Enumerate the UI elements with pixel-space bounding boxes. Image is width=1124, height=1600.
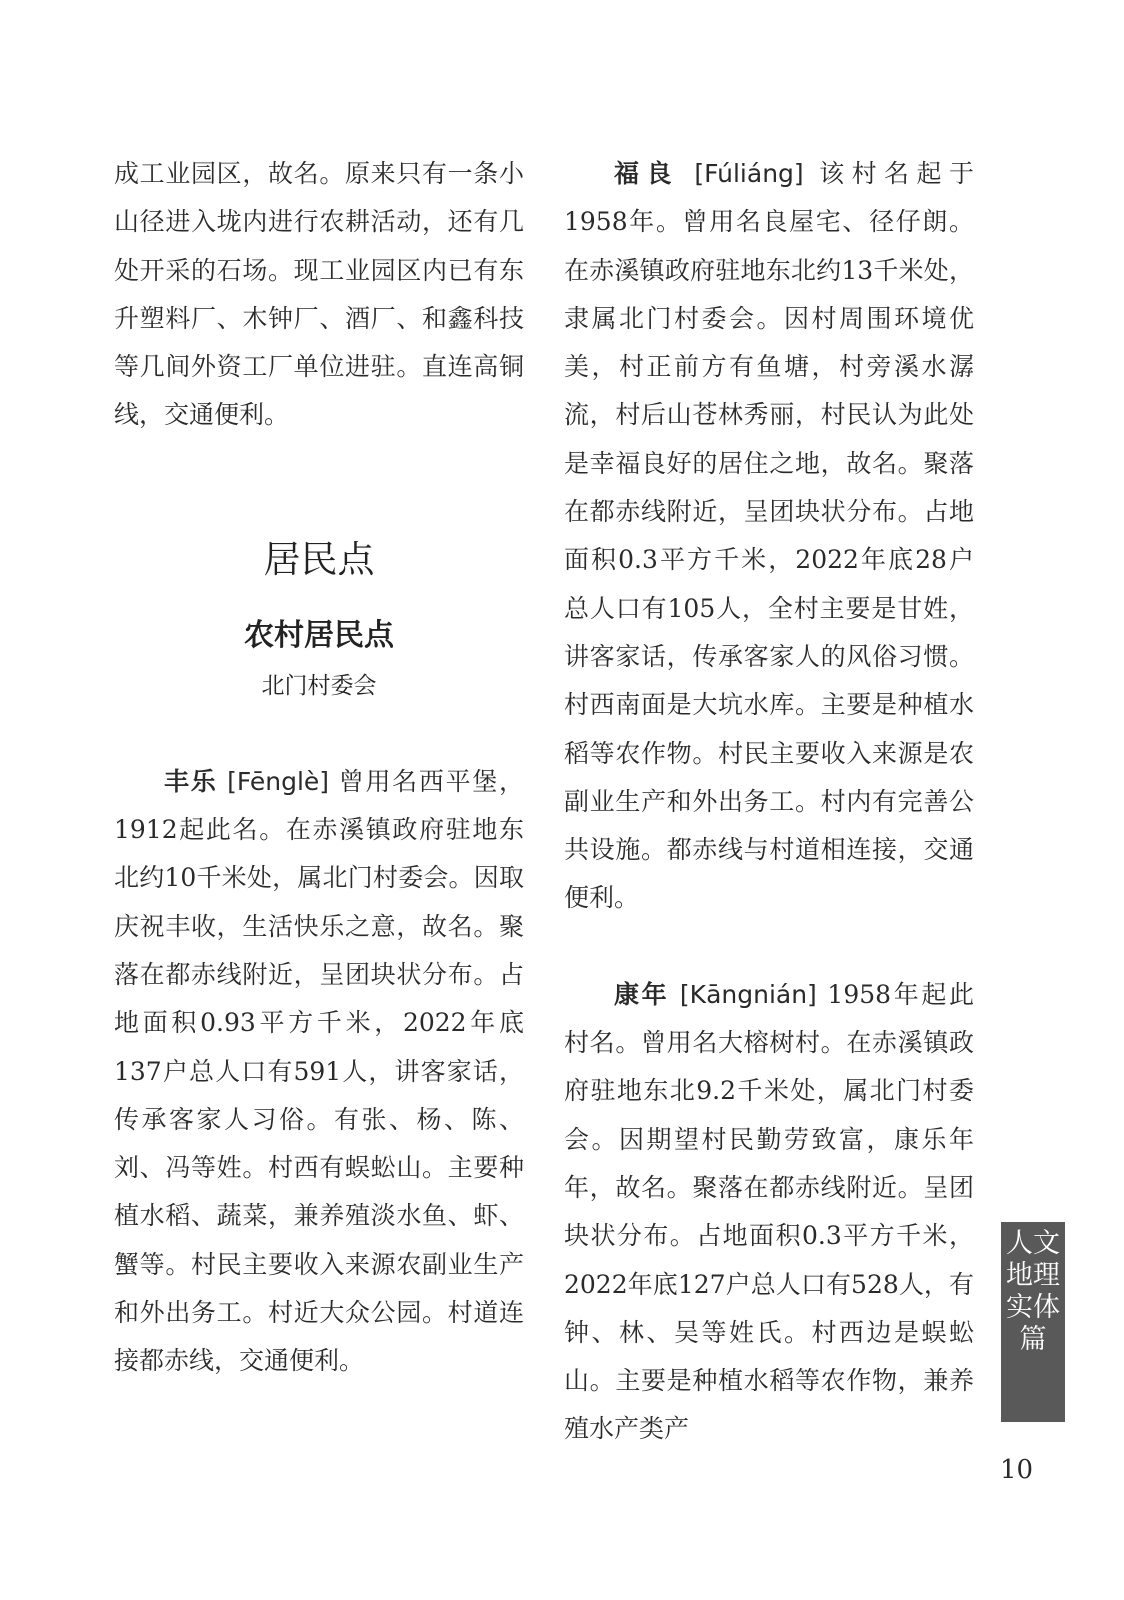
entry-body: 曾用名西平堡，1912起此名。在赤溪镇政府驻地东北约10千米处，属北门村委会。因取庆祝丰收，生活快乐之意，故名。聚落在都赤线附近，呈团块状分布。占地面积0.93平方千米，2022年底137户总人口有591人，讲客家话，传承客家人习俗。有张、杨、陈、刘、冯等姓。村西有蜈蚣山。主要种植水稻、蔬菜，兼养殖淡水鱼、虾、蟹等。村民主要收入来源农副业生产和外出务工。村近大众公园。村道连接都赤线，交通便利。 [114, 766, 525, 1376]
entry-body: 该村名起于1958年。曾用名良屋宅、径仔朗。在赤溪镇政府驻地东北约13千米处，隶属北门村委会。因村周围环境优美，村正前方有鱼塘，村旁溪水潺流，村后山苍林秀丽，村民认为此处是幸福良好的居住之地，故名。聚落在都赤线附近，呈团块状分布。占地面积0.3平方千米，2022年底28户总人口有105人，全村主要是甘姓，讲客家话，传承客家人的风俗习惯。村西南面是大坑水库。主要是种植水稻等农作物。村民主要收入来源是农副业生产和外出务工。村内有完善公共设施。都赤线与村道相连接，交通便利。 [564, 159, 974, 913]
continued-paragraph: 成工业园区，故名。原来只有一条小山径进入垅内进行农耕活动，还有几处开采的石场。现工业园区内已有东升塑料厂、木钟厂、酒厂、和鑫科技等几间外资工厂单位进驻。直连高铜线，交通便利。 [114, 159, 524, 430]
section-title: 居民点 [263, 537, 375, 581]
entry-pinyin: [Fúliáng] [694, 159, 804, 188]
entry-fuliang [564, 150, 974, 923]
entry-name: 康年 [614, 979, 670, 1009]
page-number: 10 [1000, 1455, 1034, 1485]
entry-kangnian [564, 971, 974, 1454]
entry-pinyin: [Fēnglè] [227, 766, 330, 796]
chapter-side-tab: 人文地理实体篇 [1001, 1222, 1065, 1422]
committee-title: 北门村委会 [261, 672, 377, 699]
entry-pinyin: [Kāngnián] [679, 979, 817, 1009]
entry-body: 1958年起此村名。曾用名大榕树村。在赤溪镇政府驻地东北9.2千米处，属北门村委会。因期望村民勤劳致富，康乐年年，故名。聚落在都赤线附近。呈团块状分布。占地面积0.3平方千米，2022年底127户总人口有528人，有钟、林、吴等姓氏。村西边是蜈蚣山。主要是种植水稻等农作物，兼养殖水产类产 [564, 979, 975, 1444]
subsection-title: 农村居民点 [244, 617, 394, 653]
left-column [114, 150, 524, 1386]
right-column [564, 150, 974, 1454]
entry-name: 福良 [614, 159, 679, 188]
entry-gap [564, 923, 974, 971]
entry-name: 丰乐 [164, 766, 218, 796]
entry-fengle [114, 758, 524, 1386]
